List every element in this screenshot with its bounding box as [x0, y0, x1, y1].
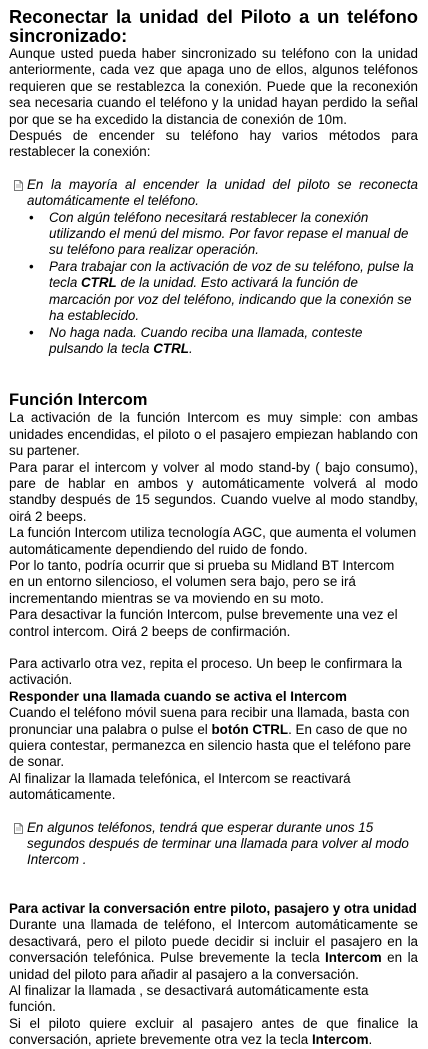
- subsection-title-three-way: Para activar la conversación entre piloto, pasajero y otra unidad: [9, 900, 417, 916]
- intercom-paragraph: Para activarlo otra vez, repita el proceso. Un beep le confirmara la activación.: [9, 656, 402, 688]
- note-block: [9, 177, 418, 210]
- list-item: • No haga nada. Cuando reciba una llamada, conteste pulsando la tecla CTRL.: [29, 324, 363, 356]
- bullet-icon: •: [29, 324, 34, 340]
- answer-call-paragraph: Cuando el teléfono móvil suena para recibir una llamada, basta con pronunciar una palabra o pulse el botón CTRL. En caso de que no quiera contestar, permanezca en silencio hasta que el teléfono pare de sonar.: [9, 705, 411, 770]
- intercom-key-label: Intercom: [325, 950, 382, 966]
- note-text: En la mayoría al encender la unidad del piloto se reconecta automáticamente el teléfono.: [27, 176, 418, 209]
- note-icon: [9, 820, 27, 834]
- intercom-key-label: Intercom: [311, 1032, 369, 1048]
- intercom-paragraph: Para desactivar la función Intercom, pulse brevemente una vez el control intercom. Oirá 2 beeps de confirmación.: [9, 607, 398, 639]
- intercom-paragraph: Para parar el intercom y volver al modo stand-by ( bajo consumo), pare de hablar en ambos y automáticamente volverá al modo standby después de 15 segundos. Cuando vuelve al modo standby, oirá 2 beeps.: [9, 459, 418, 524]
- note-text: En algunos teléfonos, tendrá que esperar durante unos 15 segundos después de terminar una llamada para volver al modo Intercom .: [27, 819, 409, 868]
- list-item: • Con algún teléfono necesitará restablecer la conexión utilizando el menú del mismo. Por favor repase el manual de su teléfono para realizar operación.: [29, 209, 409, 258]
- ctrl-key-label: CTRL: [81, 275, 117, 291]
- subsection-title-answer-call: Responder una llamada cuando se activa el Intercom: [9, 688, 347, 704]
- reconnect-paragraph: Aunque usted pueda haber sincronizado su teléfono con la unidad anteriormente, cada vez que apaga uno de ellos, algunos teléfonos requieren que se restablezca la conexión. Puede que la reconexión sea necesaria cuando el teléfono y la unidad hayan perdido la señal por que se ha excedido la distancia de conexión de 10m.: [9, 46, 418, 127]
- intercom-paragraph: en un entorno silencioso, el volumen sera bajo, pero se irá incrementando mientras se va moviendo en su moto.: [9, 574, 356, 606]
- note-block: [9, 820, 418, 869]
- note-icon: [9, 177, 27, 191]
- intercom-paragraph: La función Intercom utiliza tecnología AGC, que aumenta el volumen automáticamente dependiendo del ruido de fondo.: [9, 525, 417, 557]
- reconnect-methods-intro: Después de encender su teléfono hay varios métodos para restablecer la conexión:: [9, 128, 418, 160]
- reconnect-methods-list: [9, 210, 418, 358]
- three-way-paragraph: Si el piloto quiere excluir al pasajero antes de que finalice la conversación, apriete brevemente otra vez la tecla Intercom.: [9, 1015, 418, 1048]
- intercom-paragraph: La activación de la función Intercom es muy simple: con ambas unidades encendidas, el piloto o el pasajero empiezan hablando con su partener.: [9, 410, 418, 459]
- answer-call-paragraph: Al finalizar la llamada telefónica, el Intercom se reactivará automáticamente.: [9, 770, 351, 803]
- section-title-reconnect: Reconectar la unidad del Piloto a un teléfono sincronizado:: [9, 7, 418, 46]
- ctrl-key-label: CTRL: [153, 340, 189, 356]
- three-way-paragraph: Al finalizar la llamada , se desactivará automáticamente esta función.: [9, 982, 369, 1015]
- list-item: • Para trabajar con la activación de voz de su teléfono, pulse la tecla CTRL de la unidad. Esto activará la función de marcación por voz del teléfono, indicando que la conexión se ha establecido.: [29, 258, 414, 324]
- bullet-icon: •: [29, 209, 34, 225]
- intercom-paragraph: Por lo tanto, podría ocurrir que si prueba su Midland BT Intercom: [9, 557, 395, 573]
- three-way-paragraph: Durante una llamada de teléfono, el Intercom automáticamente se desactivará, pero el piloto puede decidir si incluir el pasajero en la conversación telefónica. Pulse brevemente la tecla Intercom en la unidad del piloto para añadir al pasajero a la conversación.: [9, 917, 418, 982]
- section-title-intercom: Función Intercom: [9, 391, 148, 410]
- bullet-icon: •: [29, 258, 34, 274]
- ctrl-button-label: botón CTRL: [211, 721, 289, 737]
